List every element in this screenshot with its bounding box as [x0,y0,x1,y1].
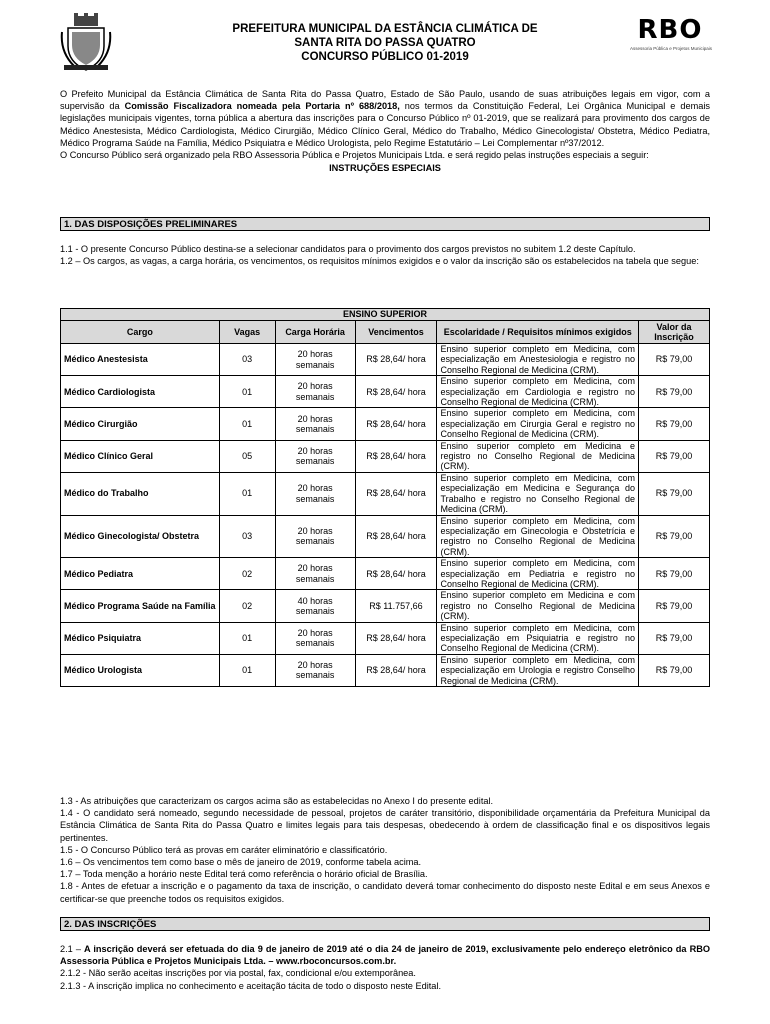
section-2-title: 2. DAS INSCRIÇÕES [60,917,710,931]
document-title [200,22,570,64]
cell-cargo: Médico Clínico Geral [61,440,220,472]
cell-carga: 20 horas semanais [275,515,355,558]
cell-vagas: 01 [219,408,275,440]
paragraph-1-5: 1.5 - O Concurso Público terá as provas em caráter eliminatório e classificatório. [60,844,388,855]
cell-carga: 20 horas semanais [275,344,355,376]
cell-vencimentos: R$ 28,64/ hora [355,376,437,408]
cell-vagas: 02 [219,558,275,590]
cell-vencimentos: R$ 28,64/ hora [355,344,437,376]
paragraph-1-7: 1.7 – Toda menção a horário neste Edital terá como referência o horário oficial de Brasília. [60,869,428,880]
cell-vagas: 01 [219,654,275,686]
table-row [61,344,710,376]
cell-cargo: Médico Programa Saúde na Família [61,590,220,622]
table-row [61,622,710,654]
cell-vagas: 01 [219,622,275,654]
header-vagas: Vagas [219,321,275,344]
intro-text [60,88,710,174]
header-valor: Valor da Inscrição [639,321,710,344]
cell-valor: R$ 79,00 [639,440,710,472]
section-1-title: 1. DAS DISPOSIÇÕES PRELIMINARES [60,217,710,231]
header-cargo: Cargo [61,321,220,344]
cell-requisitos: Ensino superior completo em Medicina, com especialização em Psiquiatria e registro no Conselho Regional de Medicina (CRM). [437,622,639,654]
rbo-logo [630,14,713,64]
paragraph-1-2: 1.2 – Os cargos, as vagas, a carga horária, os vencimentos, os requisitos mínimos exigidos e o valor da inscrição são os estabelecidos na tabela que segue: [60,256,699,267]
paragraph-2-1-3: 2.1.3 - A inscrição implica no conhecimento e aceitação tácita de todo o disposto neste Edital. [60,980,441,991]
paragraph-2-1-2: 2.1.2 - Não serão aceitas inscrições por via postal, fax, condicional e/ou extemporânea. [60,968,416,979]
intro-p1-bold: Comissão Fiscalizadora nomeada pela Portaria nº 688/2018, [124,101,400,112]
table-body [61,344,710,687]
table-row [61,590,710,622]
after-table-text [60,795,710,905]
cell-vagas: 02 [219,590,275,622]
header-vencimentos: Vencimentos [355,321,437,344]
intro-p1-part-c: nos termos da Constituição Federal, Lei Orgânica Municipal e demais legislações municipais vigentes, torna pública a abertura das inscrições para o Concurso Público nº 01-2019, que se realizará para provimento dos cargos de Médico Anestesista, Médico Cardiologista, Médico Cirurgião, Médico Clínico Geral, Médico do Trabalho, Médico Ginecologista/ Obstetra, Médico Pediatra, Médico Programa Saúde na Família, Médico Psiquiatra e Médico Urologista, pelo Regime Estatutário – Lei Complementar nº37/2012. [60,101,710,148]
table-row [61,654,710,686]
cell-valor: R$ 79,00 [639,558,710,590]
section-2-text [60,943,710,992]
title-line-3: CONCURSO PÚBLICO 01-2019 [301,51,469,63]
cell-carga: 20 horas semanais [275,408,355,440]
cell-valor: R$ 79,00 [639,344,710,376]
cell-valor: R$ 79,00 [639,376,710,408]
cell-valor: R$ 79,00 [639,472,710,515]
cell-vagas: 03 [219,515,275,558]
paragraph-1-6: 1.6 – Os vencimentos tem como base o mês de janeiro de 2019, conforme tabela acima. [60,857,422,868]
cell-carga: 20 horas semanais [275,622,355,654]
municipal-crest-icon [60,12,112,72]
table-row [61,472,710,515]
cell-requisitos: Ensino superior completo em Medicina, com especialização em Urologia e registro Conselho Regional de Medicina (CRM). [437,654,639,686]
cell-vagas: 01 [219,376,275,408]
cell-valor: R$ 79,00 [639,622,710,654]
header-carga: Carga Horária [275,321,355,344]
cell-carga: 20 horas semanais [275,558,355,590]
cell-vagas: 03 [219,344,275,376]
cell-carga: 20 horas semanais [275,440,355,472]
cell-requisitos: Ensino superior completo em Medicina, com especialização em Cardiologia e registro no Conselho Regional de Medicina (CRM). [437,376,639,408]
cell-carga: 40 horas semanais [275,590,355,622]
table-row [61,558,710,590]
cell-vencimentos: R$ 11.757,66 [355,590,437,622]
cell-vencimentos: R$ 28,64/ hora [355,440,437,472]
section-1-text [60,243,710,267]
cell-cargo: Médico do Trabalho [61,472,220,515]
table-row [61,408,710,440]
paragraph-1-1: 1.1 - O presente Concurso Público destina-se a selecionar candidatos para o provimento dos cargos previstos no subitem 1.2 deste Capítulo. [60,244,636,254]
document-header [60,12,713,74]
table-row [61,515,710,558]
header-requisitos: Escolaridade / Requisitos mínimos exigidos [437,321,639,344]
cell-vencimentos: R$ 28,64/ hora [355,472,437,515]
cell-cargo: Médico Cardiologista [61,376,220,408]
cell-requisitos: Ensino superior completo em Medicina, com especialização em Medicina e Segurança do Trabalho e registro no Conselho Regional de Medicina (CRM). [437,472,639,515]
paragraph-1-3: 1.3 - As atribuições que caracterizam os cargos acima são as estabelecidas no Anexo I do presente edital. [60,796,494,806]
cell-cargo: Médico Pediatra [61,558,220,590]
cell-vencimentos: R$ 28,64/ hora [355,408,437,440]
cell-vencimentos: R$ 28,64/ hora [355,515,437,558]
cell-valor: R$ 79,00 [639,590,710,622]
cell-valor: R$ 79,00 [639,654,710,686]
rbo-logo-text: RBO [637,15,703,45]
cell-cargo: Médico Anestesista [61,344,220,376]
cell-requisitos: Ensino superior completo em Medicina, com especialização em Ginecologia e Obstetrícia e registro no Conselho Regional de Medicina (CRM). [437,515,639,558]
cell-carga: 20 horas semanais [275,472,355,515]
instrucoes-heading: INSTRUÇÕES ESPECIAIS [329,163,441,174]
cell-requisitos: Ensino superior completo em Medicina, com especialização em Pediatria e registro no Conselho Regional de Medicina (CRM). [437,558,639,590]
cell-vencimentos: R$ 28,64/ hora [355,654,437,686]
paragraph-1-4: 1.4 - O candidato será nomeado, segundo necessidade de pessoal, projetos de caráter transitório, disponibilidade orçamentária da Prefeitura Municipal da Estância Climática de Santa Rita do Passa Quatro e limites legais para tais despesas, obedecendo à ordem de classificação final e os dispositivos legais pertinentes. [60,808,710,843]
rbo-logo-subtitle: Assessoria Pública e Projetos Municipais [630,46,713,51]
table-group-header: ENSINO SUPERIOR [61,309,710,321]
cell-vencimentos: R$ 28,64/ hora [355,622,437,654]
title-line-1: PREFEITURA MUNICIPAL DA ESTÂNCIA CLIMÁTICA DE [232,23,538,35]
table-row [61,376,710,408]
cell-vagas: 05 [219,440,275,472]
p21-prefix: 2.1 – [60,944,84,954]
table-header-row [61,321,710,344]
p21-bold: A inscrição deverá ser efetuada do dia 9 de janeiro de 2019 até o dia 24 de janeiro de 2019, exclusivamente pelo endereço eletrônico da RBO Assessoria Pública e Projetos Municipais Ltda. – www.rboconcursos.com.br. [60,944,710,967]
cell-requisitos: Ensino superior completo em Medicina e registro no Conselho Regional de Medicina (CRM). [437,440,639,472]
cell-vencimentos: R$ 28,64/ hora [355,558,437,590]
table-group-row [61,309,710,321]
cell-requisitos: Ensino superior completo em Medicina, com especialização em Anestesiologia e registro no Conselho Regional de Medicina (CRM). [437,344,639,376]
cell-carga: 20 horas semanais [275,654,355,686]
cell-vagas: 01 [219,472,275,515]
cell-valor: R$ 79,00 [639,408,710,440]
cargos-table [60,308,710,687]
cell-cargo: Médico Psiquiatra [61,622,220,654]
paragraph-2-1 [60,943,710,967]
cell-valor: R$ 79,00 [639,515,710,558]
cell-cargo: Médico Cirurgião [61,408,220,440]
intro-p1-part-a: O Prefeito Municipal da Estância Climática de Santa Rita do Passa Quatro, Estado de São Paulo, usando de suas atribuições legais em vigor, com a supervisão da [60,89,710,112]
paragraph-1-8: 1.8 - Antes de efetuar a inscrição e o pagamento da taxa de inscrição, o candidato deverá tomar conhecimento do disposto neste Edital e em seus Anexos e certificar-se que preenche todos os requisitos exigidos. [60,881,710,904]
cell-carga: 20 horas semanais [275,376,355,408]
intro-paragraph-2: O Concurso Público será organizado pela RBO Assessoria Pública e Projetos Municipais Ltda. e será regido pelas instruções especiais a seguir: [60,150,649,161]
cell-requisitos: Ensino superior completo em Medicina, com especialização em Cirurgia Geral e registro no Conselho Regional de Medicina (CRM). [437,408,639,440]
table-row [61,440,710,472]
title-line-2: SANTA RITA DO PASSA QUATRO [294,37,476,49]
cell-cargo: Médico Urologista [61,654,220,686]
cell-requisitos: Ensino superior completo em Medicina e com registro no Conselho Regional de Medicina (CRM). [437,590,639,622]
cell-cargo: Médico Ginecologista/ Obstetra [61,515,220,558]
intro-paragraph-1 [60,88,710,149]
